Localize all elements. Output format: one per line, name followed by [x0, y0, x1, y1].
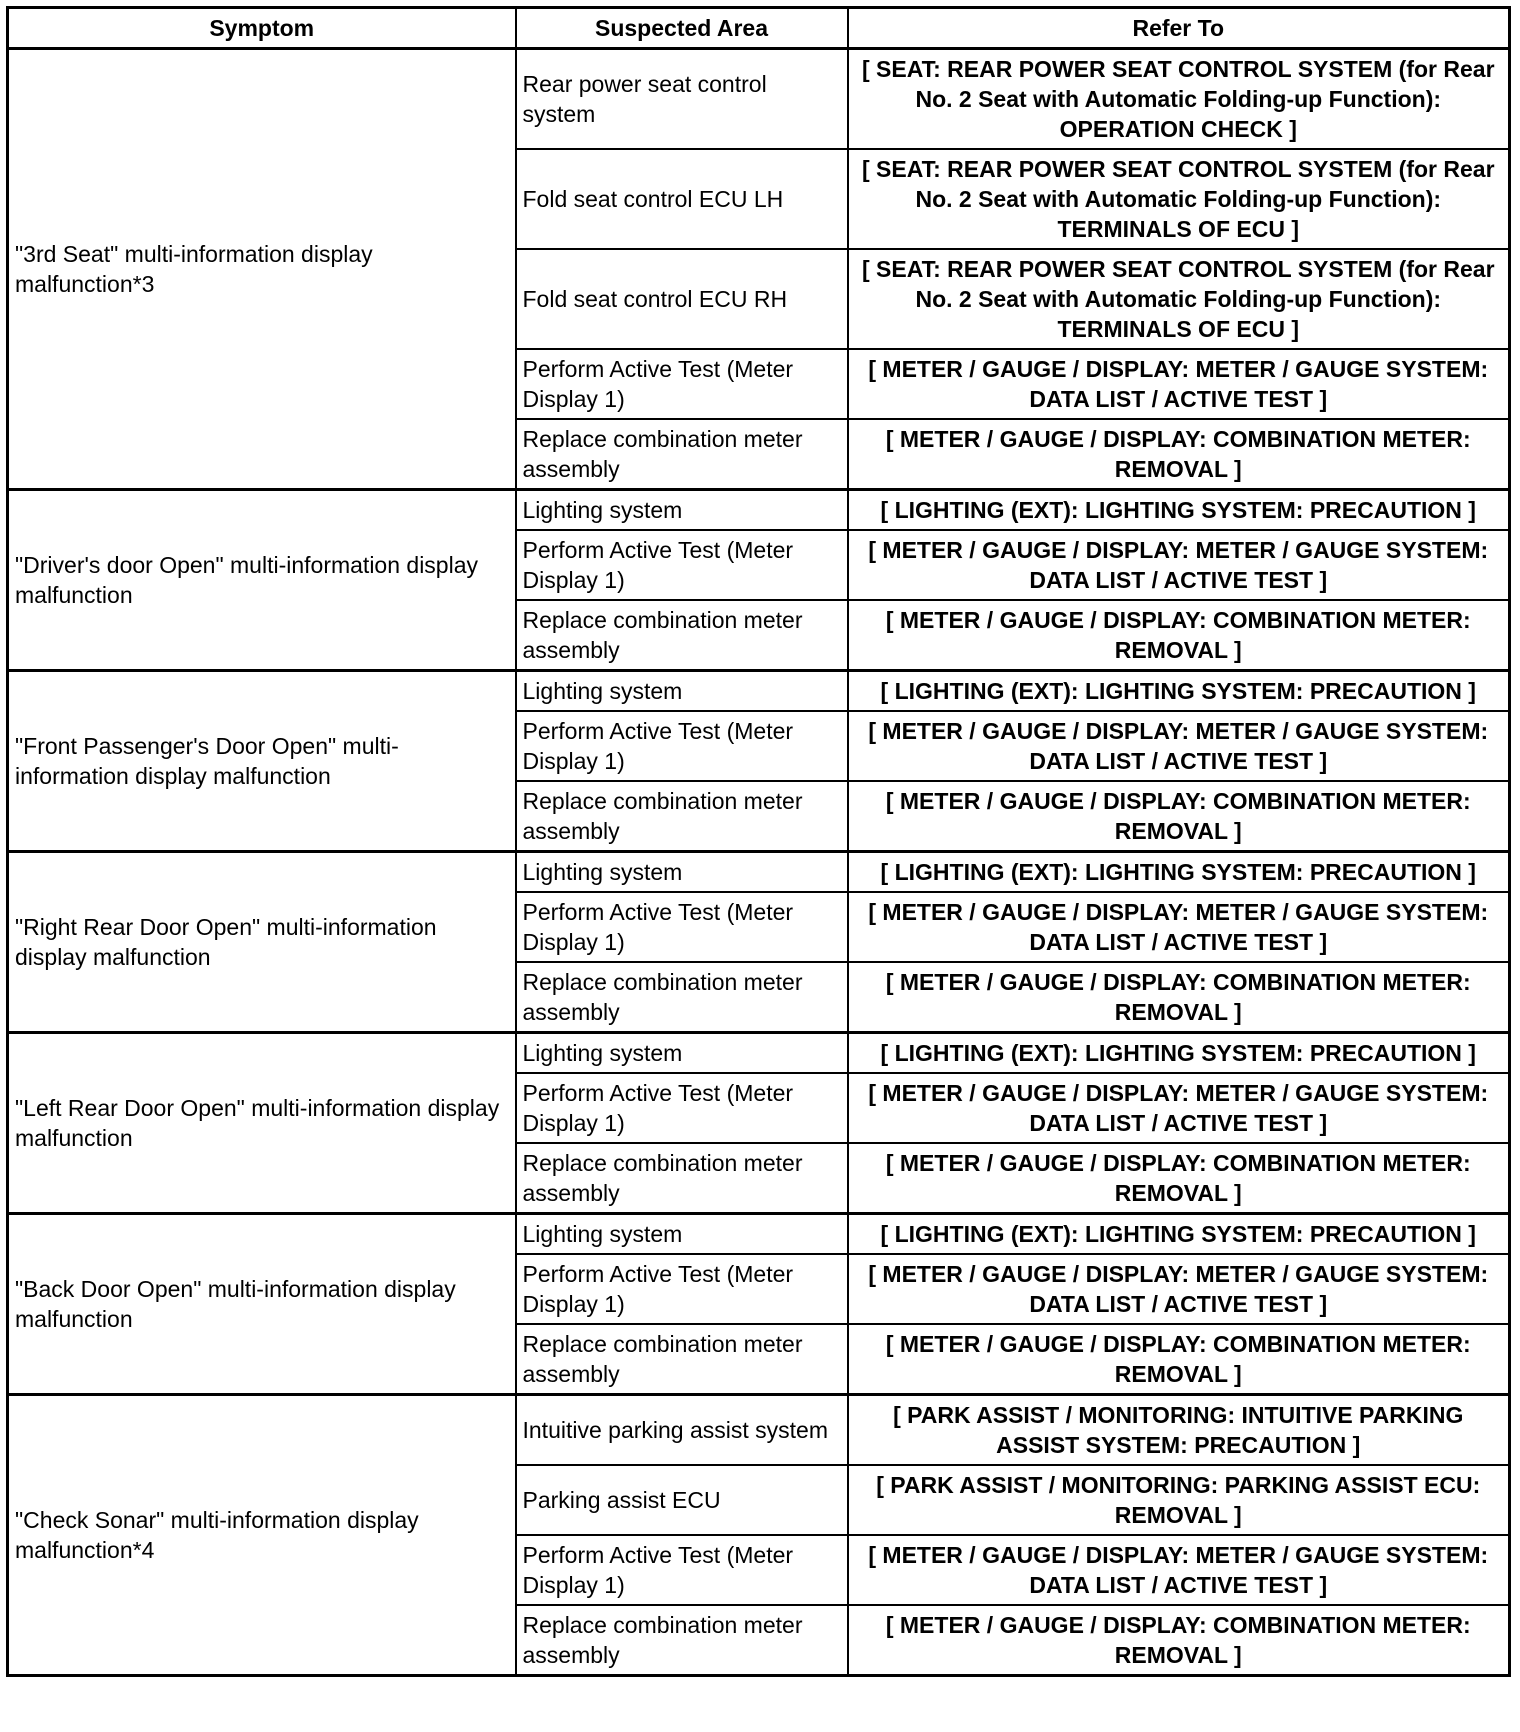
- refer-to-link[interactable]: [ SEAT: REAR POWER SEAT CONTROL SYSTEM (for Rear No. 2 Seat with Automatic Folding-up Function): TERMINALS OF ECU ]: [848, 149, 1510, 249]
- refer-to-link[interactable]: [ METER / GAUGE / DISPLAY: METER / GAUGE SYSTEM: DATA LIST / ACTIVE TEST ]: [848, 1535, 1510, 1605]
- refer-to-link[interactable]: [ METER / GAUGE / DISPLAY: COMBINATION METER: REMOVAL ]: [848, 419, 1510, 490]
- symptom-cell: "Driver's door Open" multi-information display malfunction: [8, 490, 516, 671]
- suspected-area-cell: Perform Active Test (Meter Display 1): [516, 349, 848, 419]
- symptom-cell: "3rd Seat" multi-information display malfunction*3: [8, 49, 516, 490]
- suspected-area-cell: Lighting system: [516, 671, 848, 712]
- symptom-cell: "Left Rear Door Open" multi-information display malfunction: [8, 1033, 516, 1214]
- refer-to-link[interactable]: [ METER / GAUGE / DISPLAY: METER / GAUGE SYSTEM: DATA LIST / ACTIVE TEST ]: [848, 530, 1510, 600]
- refer-to-link[interactable]: [ LIGHTING (EXT): LIGHTING SYSTEM: PRECAUTION ]: [848, 852, 1510, 893]
- header-row: [8, 8, 1510, 49]
- refer-to-link[interactable]: [ SEAT: REAR POWER SEAT CONTROL SYSTEM (for Rear No. 2 Seat with Automatic Folding-up Function): OPERATION CHECK ]: [848, 49, 1510, 150]
- suspected-area-cell: Perform Active Test (Meter Display 1): [516, 892, 848, 962]
- symptom-table: [6, 6, 1511, 1677]
- refer-to-link[interactable]: [ LIGHTING (EXT): LIGHTING SYSTEM: PRECAUTION ]: [848, 1033, 1510, 1074]
- suspected-area-cell: Lighting system: [516, 1214, 848, 1255]
- refer-to-link[interactable]: [ METER / GAUGE / DISPLAY: COMBINATION METER: REMOVAL ]: [848, 1143, 1510, 1214]
- refer-to-link[interactable]: [ METER / GAUGE / DISPLAY: COMBINATION METER: REMOVAL ]: [848, 600, 1510, 671]
- refer-to-link[interactable]: [ METER / GAUGE / DISPLAY: METER / GAUGE SYSTEM: DATA LIST / ACTIVE TEST ]: [848, 711, 1510, 781]
- refer-to-link[interactable]: [ METER / GAUGE / DISPLAY: COMBINATION METER: REMOVAL ]: [848, 962, 1510, 1033]
- table-row: [8, 490, 1510, 531]
- symptom-cell: "Right Rear Door Open" multi-information display malfunction: [8, 852, 516, 1033]
- suspected-area-cell: Lighting system: [516, 852, 848, 893]
- refer-to-link[interactable]: [ METER / GAUGE / DISPLAY: COMBINATION METER: REMOVAL ]: [848, 1605, 1510, 1676]
- suspected-area-cell: Replace combination meter assembly: [516, 962, 848, 1033]
- document-page: [6, 6, 1511, 1677]
- table-row: [8, 1214, 1510, 1255]
- refer-to-link[interactable]: [ LIGHTING (EXT): LIGHTING SYSTEM: PRECAUTION ]: [848, 490, 1510, 531]
- table-row: [8, 852, 1510, 893]
- refer-to-link[interactable]: [ LIGHTING (EXT): LIGHTING SYSTEM: PRECAUTION ]: [848, 671, 1510, 712]
- suspected-area-cell: Perform Active Test (Meter Display 1): [516, 530, 848, 600]
- refer-to-link[interactable]: [ METER / GAUGE / DISPLAY: COMBINATION METER: REMOVAL ]: [848, 1324, 1510, 1395]
- suspected-area-cell: Replace combination meter assembly: [516, 600, 848, 671]
- suspected-area-cell: Replace combination meter assembly: [516, 1324, 848, 1395]
- suspected-area-cell: Lighting system: [516, 490, 848, 531]
- table-body: [8, 49, 1510, 1676]
- header-suspected-area: Suspected Area: [516, 8, 848, 49]
- suspected-area-cell: Fold seat control ECU LH: [516, 149, 848, 249]
- refer-to-link[interactable]: [ LIGHTING (EXT): LIGHTING SYSTEM: PRECAUTION ]: [848, 1214, 1510, 1255]
- suspected-area-cell: Parking assist ECU: [516, 1465, 848, 1535]
- refer-to-link[interactable]: [ METER / GAUGE / DISPLAY: METER / GAUGE SYSTEM: DATA LIST / ACTIVE TEST ]: [848, 1073, 1510, 1143]
- suspected-area-cell: Perform Active Test (Meter Display 1): [516, 1254, 848, 1324]
- refer-to-link[interactable]: [ METER / GAUGE / DISPLAY: METER / GAUGE SYSTEM: DATA LIST / ACTIVE TEST ]: [848, 892, 1510, 962]
- suspected-area-cell: Perform Active Test (Meter Display 1): [516, 1073, 848, 1143]
- suspected-area-cell: Intuitive parking assist system: [516, 1395, 848, 1466]
- refer-to-link[interactable]: [ PARK ASSIST / MONITORING: INTUITIVE PARKING ASSIST SYSTEM: PRECAUTION ]: [848, 1395, 1510, 1466]
- table-row: [8, 49, 1510, 150]
- refer-to-link[interactable]: [ METER / GAUGE / DISPLAY: METER / GAUGE SYSTEM: DATA LIST / ACTIVE TEST ]: [848, 1254, 1510, 1324]
- table-row: [8, 671, 1510, 712]
- symptom-cell: "Check Sonar" multi-information display malfunction*4: [8, 1395, 516, 1676]
- symptom-cell: "Back Door Open" multi-information display malfunction: [8, 1214, 516, 1395]
- suspected-area-cell: Perform Active Test (Meter Display 1): [516, 1535, 848, 1605]
- table-row: [8, 1033, 1510, 1074]
- suspected-area-cell: Replace combination meter assembly: [516, 1605, 848, 1676]
- suspected-area-cell: Perform Active Test (Meter Display 1): [516, 711, 848, 781]
- header-symptom: Symptom: [8, 8, 516, 49]
- refer-to-link[interactable]: [ METER / GAUGE / DISPLAY: METER / GAUGE SYSTEM: DATA LIST / ACTIVE TEST ]: [848, 349, 1510, 419]
- refer-to-link[interactable]: [ SEAT: REAR POWER SEAT CONTROL SYSTEM (for Rear No. 2 Seat with Automatic Folding-up Function): TERMINALS OF ECU ]: [848, 249, 1510, 349]
- suspected-area-cell: Rear power seat control system: [516, 49, 848, 150]
- refer-to-link[interactable]: [ PARK ASSIST / MONITORING: PARKING ASSIST ECU: REMOVAL ]: [848, 1465, 1510, 1535]
- suspected-area-cell: Replace combination meter assembly: [516, 781, 848, 852]
- table-row: [8, 1395, 1510, 1466]
- symptom-cell: "Front Passenger's Door Open" multi-information display malfunction: [8, 671, 516, 852]
- suspected-area-cell: Fold seat control ECU RH: [516, 249, 848, 349]
- suspected-area-cell: Replace combination meter assembly: [516, 1143, 848, 1214]
- suspected-area-cell: Replace combination meter assembly: [516, 419, 848, 490]
- refer-to-link[interactable]: [ METER / GAUGE / DISPLAY: COMBINATION METER: REMOVAL ]: [848, 781, 1510, 852]
- header-refer-to: Refer To: [848, 8, 1510, 49]
- suspected-area-cell: Lighting system: [516, 1033, 848, 1074]
